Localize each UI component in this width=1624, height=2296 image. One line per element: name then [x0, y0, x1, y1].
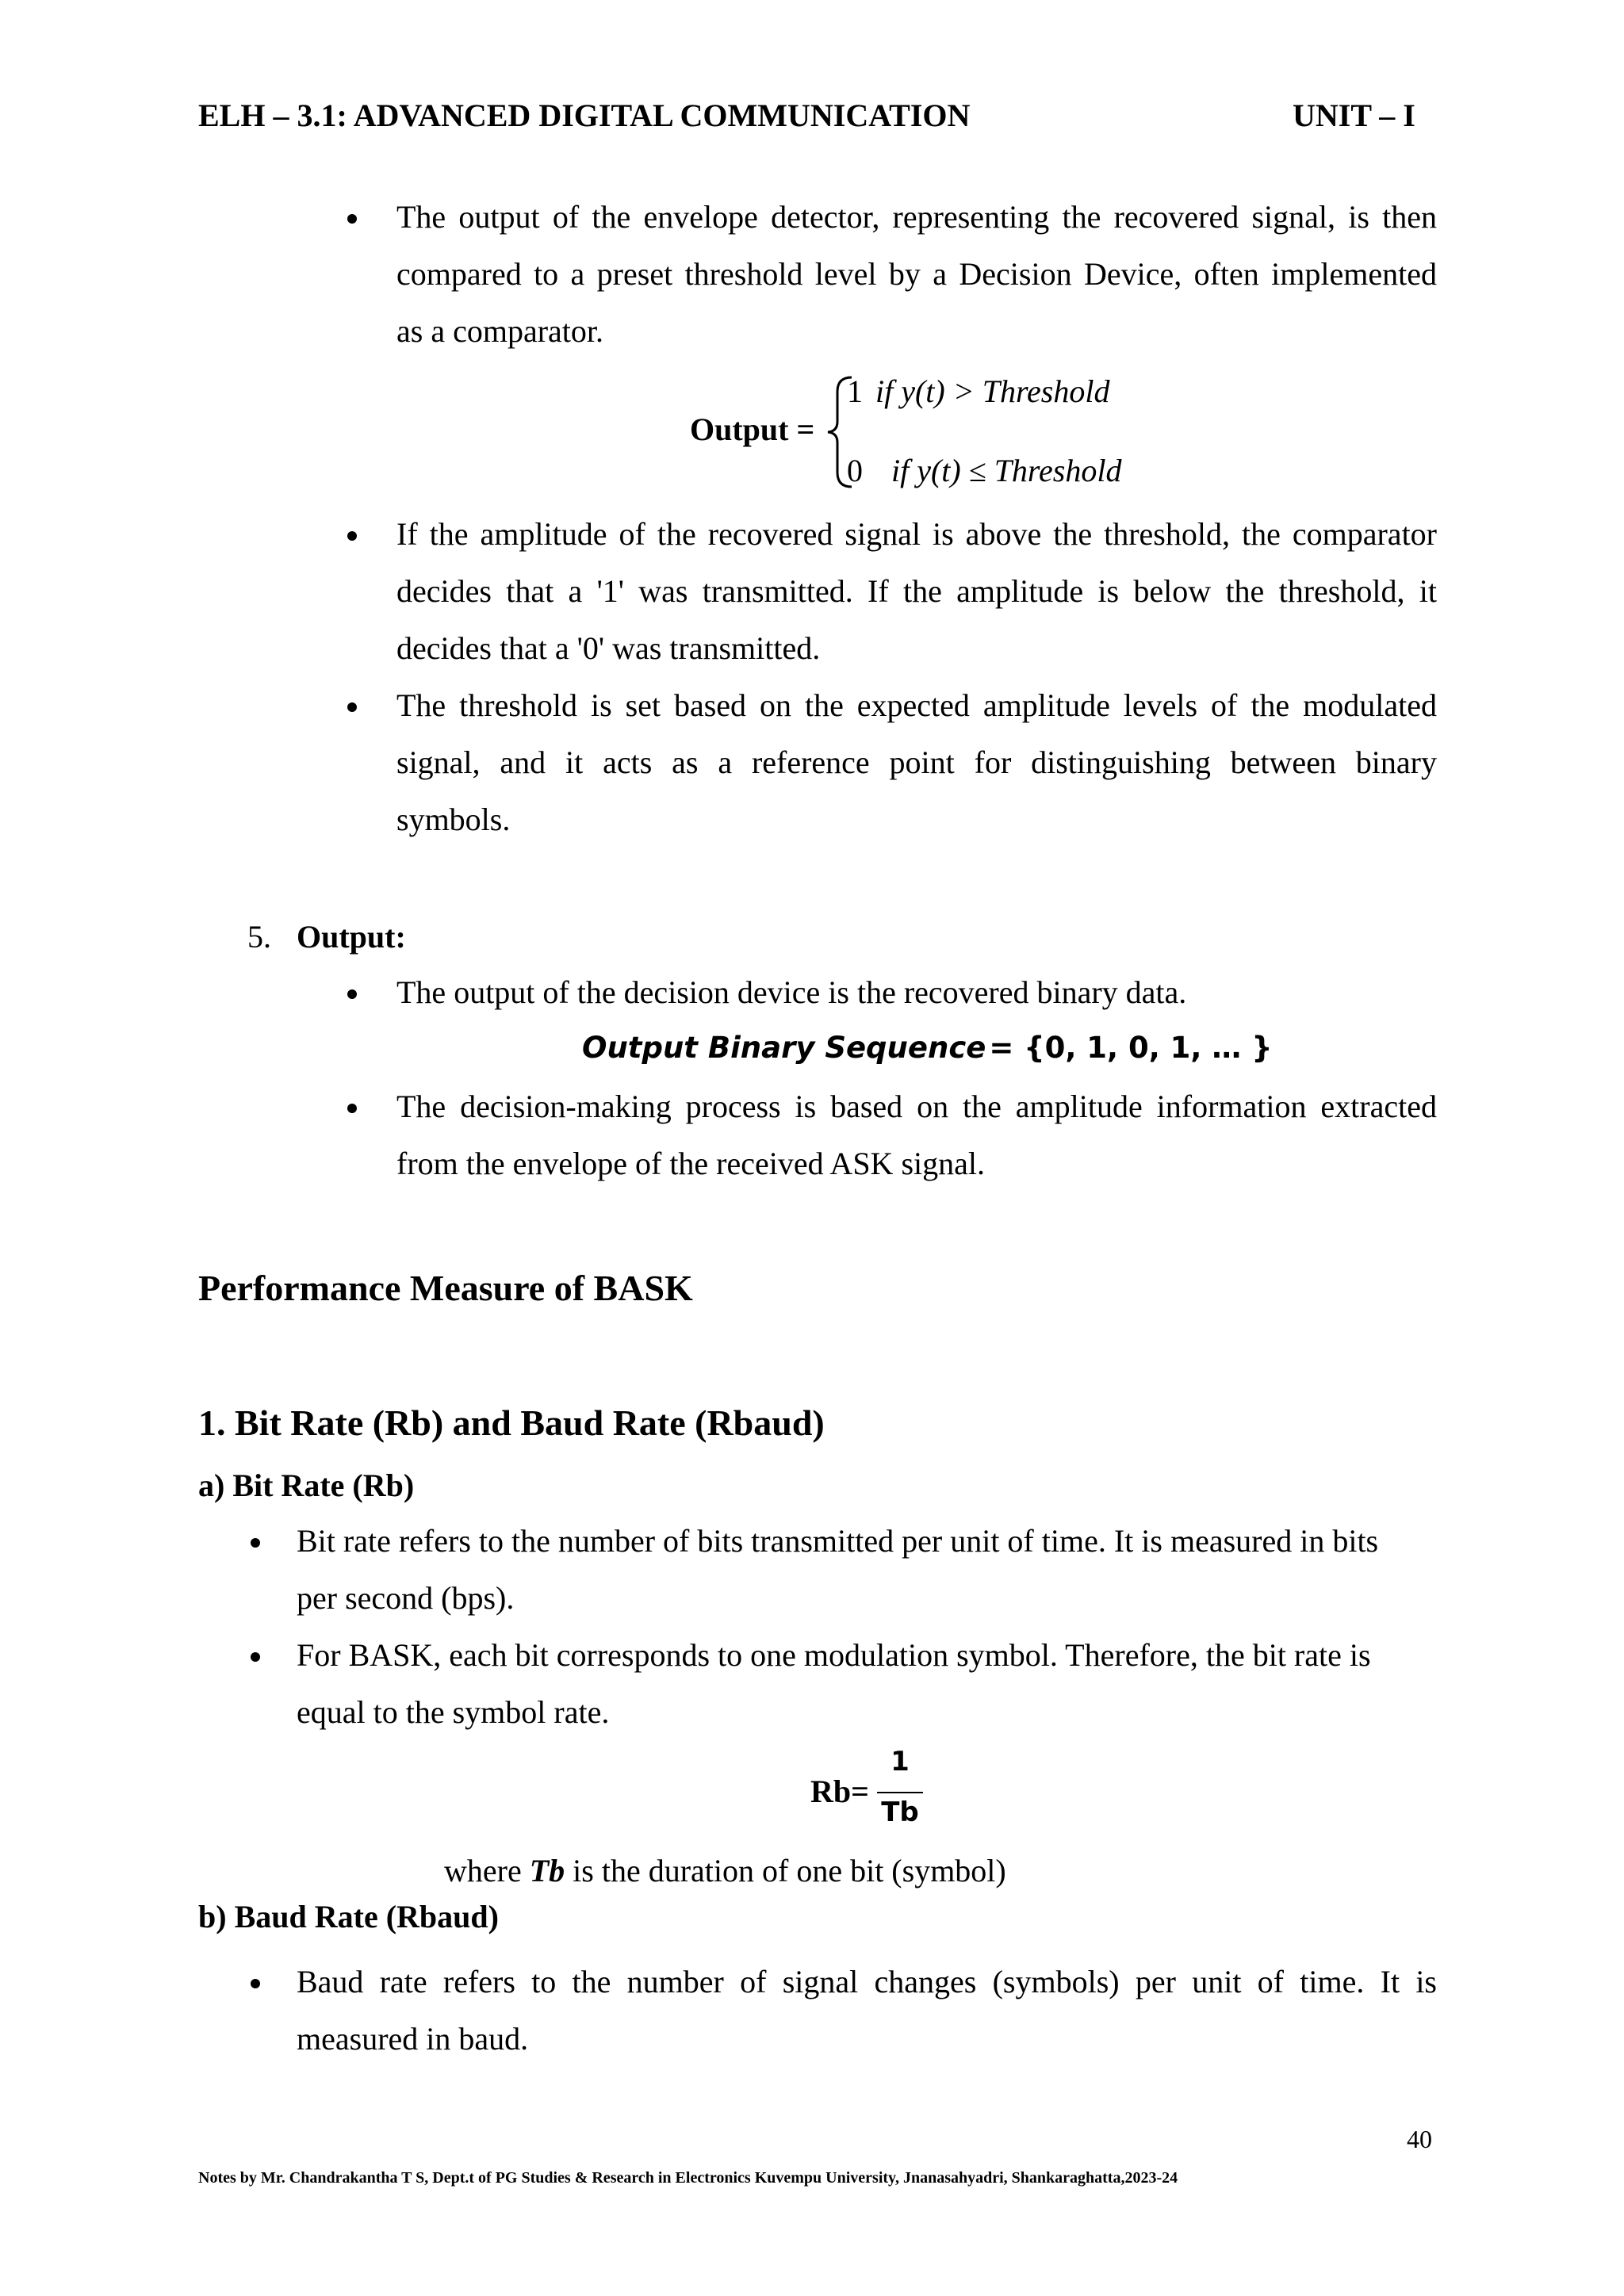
bitrate-subheading: a) Bit Rate (Rb)	[198, 1468, 415, 1503]
bullet-dot	[251, 1538, 260, 1548]
paragraph-bitrate-def	[297, 1513, 1423, 1627]
bullet-dot	[347, 1104, 357, 1113]
section-5-number: 5.	[247, 919, 271, 955]
header-title: ELH – 3.1: ADVANCED DIGITAL COMMUNICATION	[198, 98, 971, 133]
para-line: compared to a preset threshold level by a Decision Device, often implemented	[396, 256, 1437, 292]
bitrate-heading: 1. Bit Rate (Rb) and Baud Rate (Rbaud)	[198, 1402, 825, 1443]
formula-denominator: Tb	[881, 1797, 919, 1828]
case-0-condition: if y(t) ≤ Threshold	[891, 453, 1122, 488]
para-line: equal to the symbol rate.	[297, 1694, 610, 1730]
sequence-value: = {0, 1, 0, 1, … }	[989, 1031, 1273, 1065]
sequence-label: Output Binary Sequence	[582, 1031, 986, 1065]
para-line: as a comparator.	[396, 313, 603, 349]
para-line: The decision-making process is based on the amplitude information extracted	[396, 1089, 1437, 1124]
case-1-condition: if y(t) > Threshold	[875, 373, 1110, 409]
equation-binary-sequence	[582, 1031, 1273, 1065]
section-5-title: Output:	[297, 919, 406, 955]
formula-numerator: 1	[891, 1746, 910, 1777]
para-line: Baud rate refers to the number of signal changes (symbols) per unit of time. It is	[297, 1964, 1437, 1999]
fraction-bar	[877, 1792, 923, 1793]
where-symbol: Tb	[529, 1853, 565, 1888]
paragraph-threshold	[396, 677, 1437, 848]
baudrate-subheading: b) Baud Rate (Rbaud)	[198, 1899, 499, 1934]
paragraph-envelope-output	[396, 189, 1437, 360]
case-0-value: 0	[847, 453, 863, 488]
para-line: The output of the envelope detector, representing the recovered signal, is then	[396, 199, 1437, 235]
page-number: 40	[1407, 2125, 1432, 2153]
bullet-dot	[347, 531, 357, 541]
performance-heading: Performance Measure of BASK	[198, 1268, 693, 1308]
formula-where-line	[444, 1843, 1006, 1900]
para-line: measured in baud.	[297, 2021, 529, 2057]
case-1-value: 1	[847, 373, 863, 409]
para-line: The threshold is set based on the expected amplitude levels of the modulated	[396, 687, 1437, 723]
footer-notes: Notes by Mr. Chandrakantha T S, Dept.t of PG Studies & Research in Electronics Kuvempu University, Jnanasahyadri, Shankaraghatta,2023-24	[198, 2169, 1178, 2187]
header-unit: UNIT – I	[1293, 98, 1415, 133]
bullet-dot	[347, 702, 357, 712]
para-line: from the envelope of the received ASK signal.	[396, 1146, 985, 1181]
bullet-dot	[251, 1979, 260, 1988]
para-line: decides that a '0' was transmitted.	[396, 630, 821, 666]
where-suffix: is the duration of one bit (symbol)	[573, 1853, 1006, 1888]
para-line: Bit rate refers to the number of bits transmitted per unit of time. It is measured in bits	[297, 1523, 1379, 1559]
bullet-dot	[251, 1652, 260, 1662]
para-line: per second (bps).	[297, 1580, 515, 1616]
bullet-dot	[347, 989, 357, 999]
paragraph-baudrate-def	[297, 1954, 1437, 2068]
paragraph-comparator-decision	[396, 506, 1437, 677]
section-5-bullet-1: The output of the decision device is the recovered binary data.	[396, 974, 1187, 1010]
formula-lhs: Rb=	[810, 1774, 869, 1809]
para-line: decides that a '1' was transmitted. If the amplitude is below the threshold, it	[396, 573, 1437, 609]
equation-label: Output =	[690, 411, 815, 447]
where-prefix: where	[444, 1853, 522, 1888]
para-line: symbols.	[396, 802, 511, 837]
para-line: signal, and it acts as a reference point for distinguishing between binary	[396, 744, 1437, 780]
para-line: For BASK, each bit corresponds to one modulation symbol. Therefore, the bit rate is	[297, 1637, 1371, 1673]
paragraph-decision-process	[396, 1078, 1437, 1192]
para-line: If the amplitude of the recovered signal is above the threshold, the comparator	[396, 516, 1437, 552]
bullet-dot	[347, 214, 357, 224]
paragraph-bask-symbol	[297, 1627, 1423, 1741]
